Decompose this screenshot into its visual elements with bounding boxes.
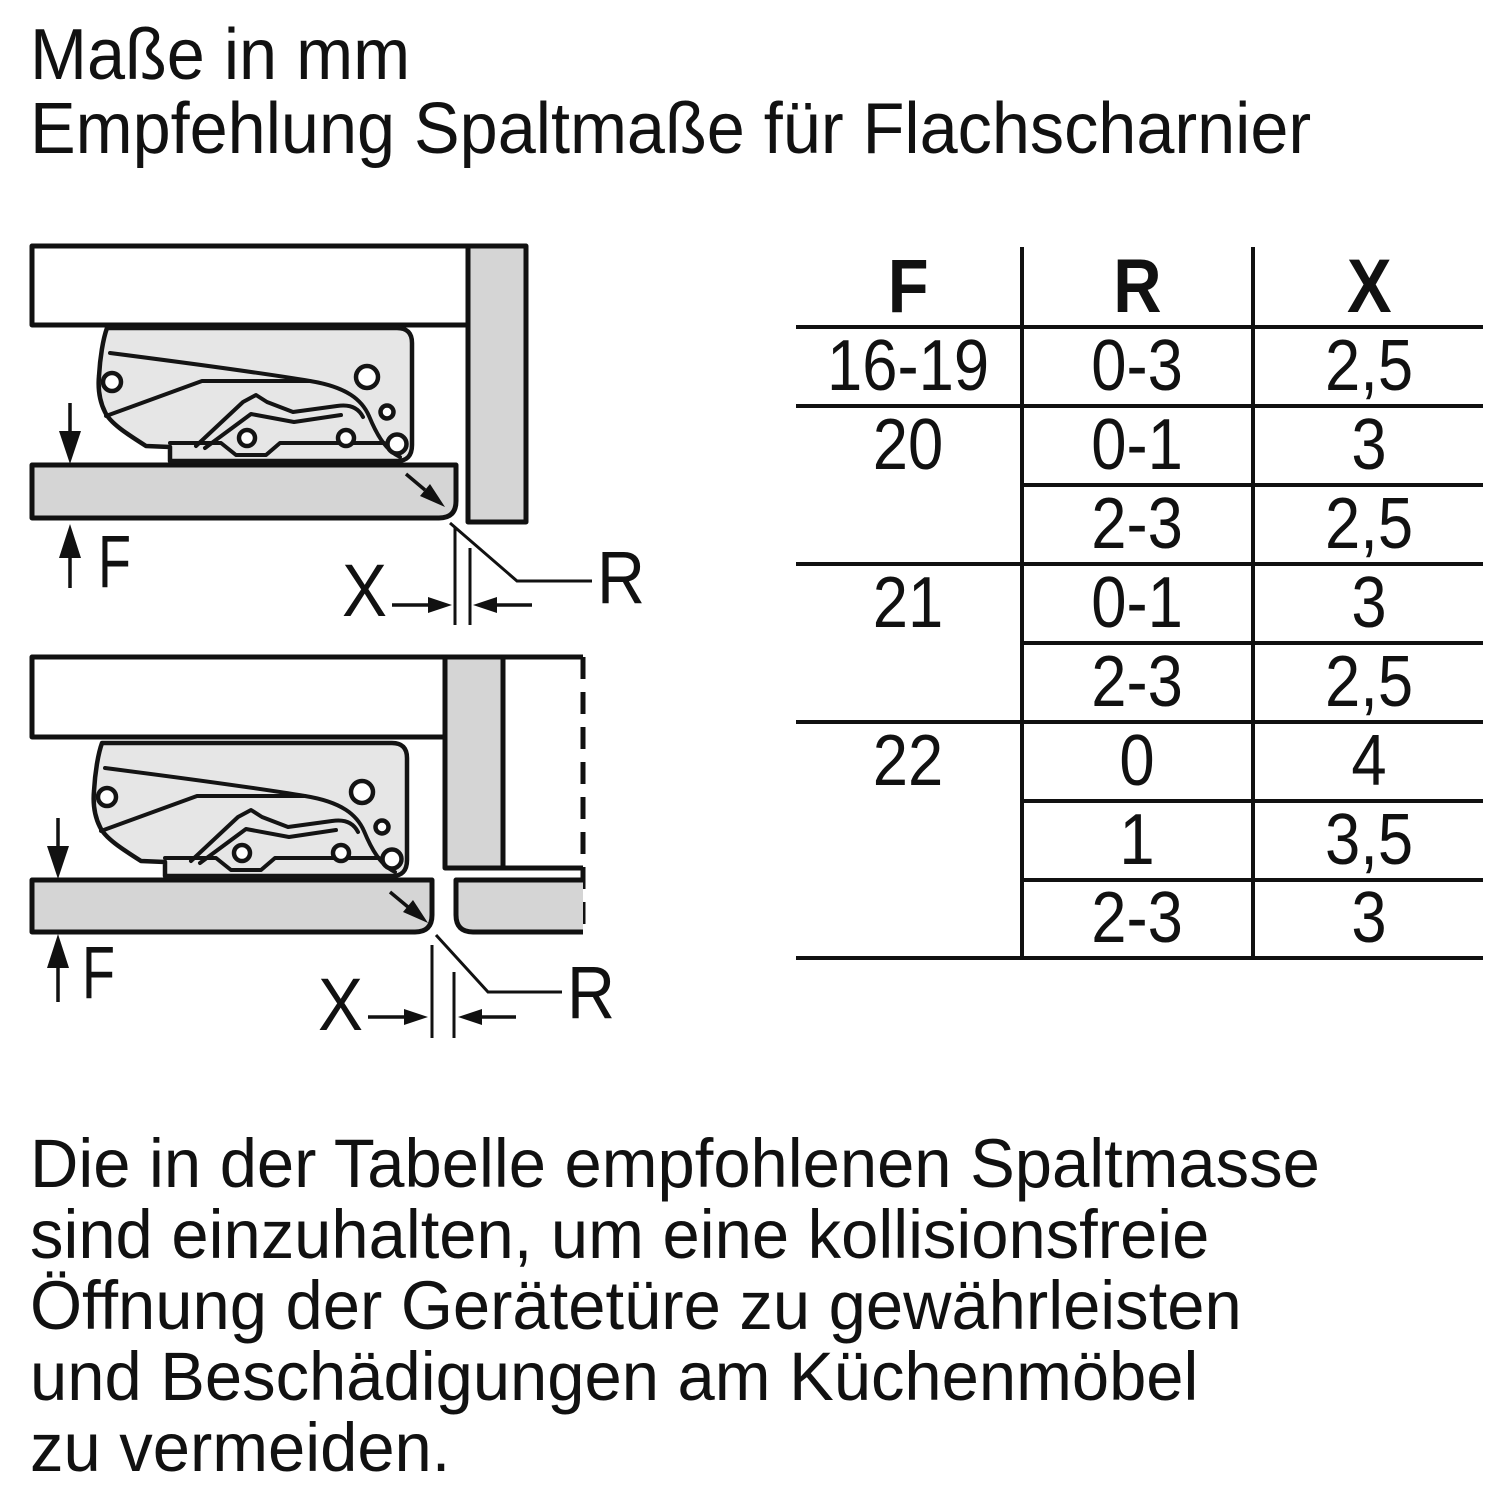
cell-x: 3 — [1351, 404, 1387, 485]
cell-f: 16-19 — [826, 325, 990, 406]
arrow-down-icon — [59, 431, 81, 464]
arrow-right-icon — [428, 597, 452, 613]
cell-x: 2,5 — [1324, 483, 1414, 564]
cell-r: 1 — [1119, 799, 1156, 880]
f-label: F — [82, 931, 115, 1014]
note-line: Die in der Tabelle empfohlenen Spaltmasse — [30, 1125, 1320, 1202]
dimension-x — [318, 945, 516, 1046]
furniture-door-panel — [32, 880, 432, 932]
gap-dimension-table — [796, 243, 1483, 960]
hinge-diagram-flush — [0, 240, 760, 640]
cell-r: 0 — [1119, 720, 1156, 801]
note-line: zu vermeiden. — [30, 1409, 451, 1486]
worktop-panel — [32, 246, 468, 325]
furniture-door-panel — [32, 465, 456, 518]
arrow-right-icon — [404, 1009, 428, 1025]
cell-r: 2-3 — [1091, 641, 1184, 722]
hinge-diagram-recessed — [0, 650, 760, 1100]
cell-x: 2,5 — [1324, 325, 1414, 406]
f-label: F — [98, 520, 131, 603]
side-panel — [445, 657, 503, 868]
cell-f: 22 — [872, 720, 944, 801]
note-line: und Beschädigungen am Küchenmöbel — [30, 1338, 1199, 1415]
arrow-down-icon — [47, 846, 69, 879]
cell-x: 4 — [1351, 720, 1387, 801]
arrow-up-icon — [47, 934, 69, 968]
note-paragraph — [30, 1125, 1446, 1486]
x-label: X — [318, 963, 363, 1046]
dimension-x — [342, 528, 532, 632]
note-line: sind einzuhalten, um eine kollisionsfreie — [30, 1196, 1210, 1273]
cell-r: 2-3 — [1091, 878, 1184, 958]
adjacent-furniture-front — [456, 880, 583, 932]
arrow-left-icon — [473, 597, 497, 613]
header-x: X — [1346, 243, 1392, 329]
r-label: R — [567, 951, 615, 1034]
cell-x: 3 — [1351, 878, 1387, 958]
x-label: X — [342, 549, 387, 632]
title-line-1: Maße in mm — [30, 15, 411, 95]
r-label: R — [597, 536, 645, 619]
cell-x: 3 — [1351, 562, 1387, 643]
header-r: R — [1113, 243, 1162, 329]
page-title — [30, 15, 1408, 169]
note-line: Öffnung der Gerätetüre zu gewährleisten — [30, 1267, 1242, 1344]
arrow-left-icon — [458, 1009, 482, 1025]
cell-x: 3,5 — [1324, 799, 1414, 880]
cell-f: 20 — [872, 404, 944, 485]
arrow-up-icon — [59, 524, 81, 558]
cell-r: 0-1 — [1091, 404, 1184, 485]
side-panel — [468, 246, 526, 522]
header-f: F — [887, 243, 929, 329]
cell-r: 0-3 — [1091, 325, 1184, 406]
cell-f: 21 — [872, 562, 944, 643]
title-line-2: Empfehlung Spaltmaße für Flachscharnier — [30, 89, 1312, 169]
cell-r: 2-3 — [1091, 483, 1184, 564]
cell-r: 0-1 — [1091, 562, 1184, 643]
cell-x: 2,5 — [1324, 641, 1414, 722]
